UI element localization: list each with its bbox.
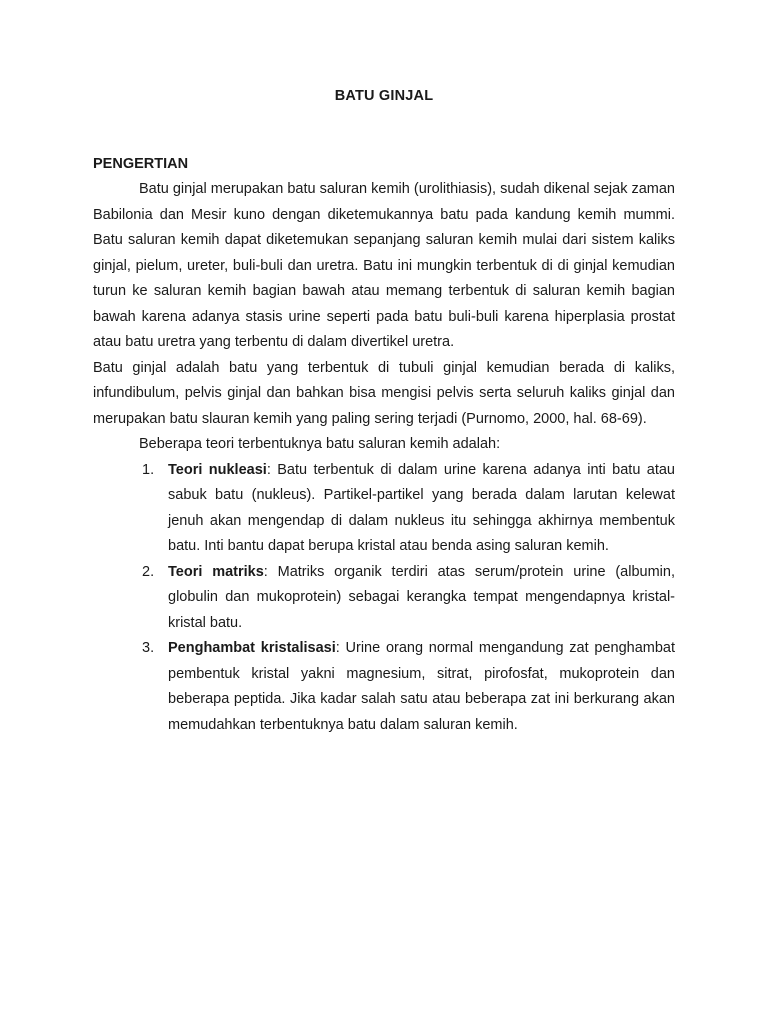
list-item-description: : Batu terbentuk di dalam urine karena adanya inti batu atau sabuk batu (nukleus). Partikel-partikel yang berada dalam larutan kelewat jenuh akan mengendap di dalam nukleus itu sehingga akhirnya membentuk batu. Inti bantu dapat berupa kristal atau benda asing saluran kemih. [168, 461, 675, 554]
list-item [93, 458, 675, 560]
list-item-description: : Urine orang normal mengandung zat penghambat pembentuk kristal yakni magnesium, sitrat, pirofosfat, mukoprotein dan beberapa peptida. Jika kadar salah satu atau beberapa zat ini berkurang akan memudahkan terbentuknya batu dalam saluran kemih. [168, 640, 675, 733]
list-item-description: : Matriks organik terdiri atas serum/protein urine (albumin, globulin dan mukoprotein) sebagai kerangka tempat mengendapnya kristal-kristal batu. [168, 563, 675, 631]
section-heading: PENGERTIAN [93, 156, 189, 172]
paragraph-1: Batu ginjal merupakan batu saluran kemih (urolithiasis), sudah dikenal sejak zaman Babilonia dan Mesir kuno dengan diketemukannya batu pada kandung kemih mummi. Batu saluran kemih dapat diketemukan sepanjang saluran kemih mulai dari sistem kaliks ginjal, pielum, ureter, buli-buli dan uretra. Batu ini mungkin terbentuk di di ginjal kemudian turun ke saluran kemih bagian bawah atau memang terbentuk di saluran kemih bagian bawah karena adanya stasis urine seperti pada batu buli-buli karena hiperplasia prostat atau batu uretra yang terbentu di dalam divertikel uretra. [93, 181, 675, 350]
paragraph-2: Batu ginjal adalah batu yang terbentuk di tubuli ginjal kemudian berada di kaliks, infundibulum, pelvis ginjal dan bahkan bisa mengisi pelvis serta seluruh kaliks ginjal dan merupakan batu slauran kemih yang paling sering terjadi (Purnomo, 2000, hal. 68-69). [93, 359, 675, 427]
list-item-term: Teori matriks [168, 563, 264, 580]
list-item [93, 560, 675, 637]
list-item-number: 3. [142, 640, 155, 656]
list-item-number: 2. [142, 563, 155, 580]
list-intro: Beberapa teori terbentuknya batu saluran kemih adalah: [139, 436, 501, 452]
document-title: BATU GINJAL [334, 88, 434, 104]
list-item-term: Teori nukleasi [168, 461, 267, 478]
theory-list [93, 458, 675, 739]
document-body [93, 177, 675, 738]
list-item-term: Penghambat kristalisasi [168, 640, 336, 656]
list-item [93, 636, 675, 738]
list-item-number: 1. [142, 461, 155, 478]
